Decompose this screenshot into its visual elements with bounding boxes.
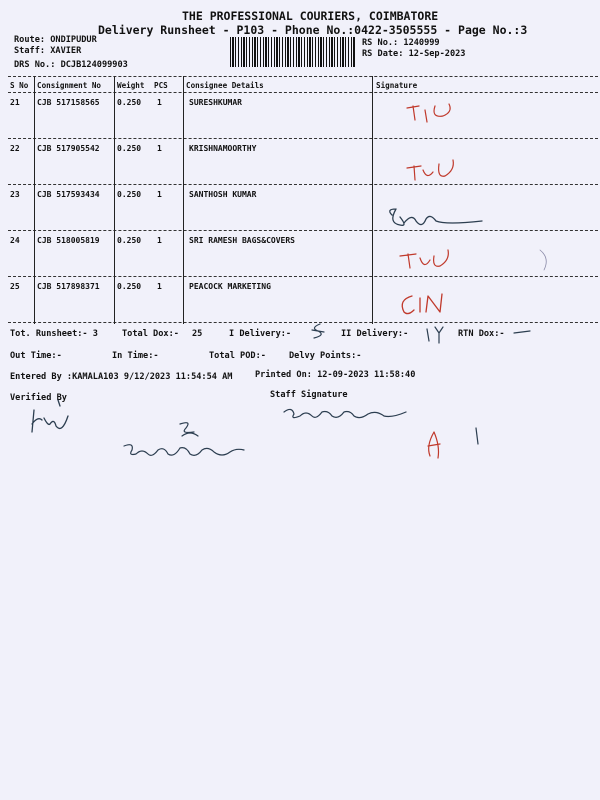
row-consignee: SURESHKUMAR xyxy=(189,98,242,107)
row-pcs: 1 xyxy=(157,98,162,107)
row-consignee: SANTHOSH KUMAR xyxy=(189,190,257,199)
barcode-image xyxy=(230,37,356,67)
row-consignment: CJB 517158565 xyxy=(37,98,100,107)
route-label: Route: ONDIPUDUR xyxy=(14,35,97,45)
margin-mark-1 xyxy=(472,426,482,446)
staff-signature-right xyxy=(280,404,410,424)
row-sno: 22 xyxy=(10,144,20,153)
i-delivery-handwritten xyxy=(308,322,328,340)
row-weight: 0.250 xyxy=(117,98,142,107)
col-header-weight: Weight xyxy=(117,81,145,90)
margin-mark-a xyxy=(424,430,448,460)
col-header-consignee: Consignee Details xyxy=(186,81,264,90)
row-weight: 0.250 xyxy=(117,144,142,153)
row-consignee: SRI RAMESH BAGS&COVERS xyxy=(189,236,295,245)
row-consignee: KRISHNAMOORTHY xyxy=(189,144,257,153)
row-consignee: PEACOCK MARKETING xyxy=(189,282,271,291)
row-consignment: CJB 518005819 xyxy=(37,236,100,245)
verified-by-label: Verified By xyxy=(10,393,67,403)
total-dox-label: Total Dox:- xyxy=(122,329,179,339)
total-dox-value: 25 xyxy=(192,329,203,339)
row-weight: 0.250 xyxy=(117,190,142,199)
col-header-signature: Signature xyxy=(376,81,418,90)
staff-initials xyxy=(176,420,206,440)
tot-runsheet: Tot. Runsheet:- 3 xyxy=(10,329,98,339)
i-delivery-label: I Delivery:- xyxy=(229,329,292,339)
rtn-dox-label: RTN Dox:- xyxy=(458,329,505,339)
delivery-table xyxy=(8,76,598,324)
signature-row-21 xyxy=(405,100,465,130)
row-sno: 25 xyxy=(10,282,20,291)
rtn-dox-dash xyxy=(512,329,532,335)
row-weight: 0.250 xyxy=(117,282,142,291)
staff-signature-label: Staff Signature xyxy=(270,390,348,400)
signature-row-22 xyxy=(405,156,465,186)
row-pcs: 1 xyxy=(157,144,162,153)
out-time-label: Out Time:- xyxy=(10,351,62,361)
col-header-pcs: PCS xyxy=(154,81,168,90)
signature-row-23 xyxy=(386,205,486,235)
row-sno: 23 xyxy=(10,190,20,199)
row-pcs: 1 xyxy=(157,236,162,245)
row-pcs: 1 xyxy=(157,190,162,199)
company-title: THE PROFESSIONAL COURIERS, COIMBATORE xyxy=(182,9,439,23)
verified-by-signature xyxy=(28,396,78,438)
row-sno: 21 xyxy=(10,98,20,107)
row-pcs: 1 xyxy=(157,282,162,291)
col-header-consignment: Consignment No xyxy=(37,81,102,90)
runsheet-subtitle: Delivery Runsheet - P103 - Phone No.:0422-3505555 - Page No.:3 xyxy=(98,23,528,37)
ii-delivery-handwritten xyxy=(425,325,445,343)
row-consignment: CJB 517898371 xyxy=(37,282,100,291)
printed-on: Printed On: 12-09-2023 11:58:40 xyxy=(255,370,416,380)
rs-number: RS No.: 1240999 xyxy=(362,38,440,48)
total-pod-label: Total POD:- xyxy=(209,351,266,361)
rs-date: RS Date: 12-Sep-2023 xyxy=(362,49,466,59)
row-weight: 0.250 xyxy=(117,236,142,245)
in-time-label: In Time:- xyxy=(112,351,159,361)
row-sno: 24 xyxy=(10,236,20,245)
signature-row-25 xyxy=(398,290,458,320)
entered-by: Entered By :KAMALA103 9/12/2023 11:54:54 AM xyxy=(10,372,233,382)
staff-signature-left xyxy=(120,438,250,464)
staff-label: Staff: XAVIER xyxy=(14,46,82,56)
drs-number: DRS No.: DCJB124099903 xyxy=(14,60,128,70)
row-consignment: CJB 517905542 xyxy=(37,144,100,153)
delvy-points-label: Delvy Points:- xyxy=(289,351,362,361)
signature-row-24 xyxy=(398,246,558,276)
col-header-sno: S No xyxy=(10,81,29,90)
row-consignment: CJB 517593434 xyxy=(37,190,100,199)
ii-delivery-label: II Delivery:- xyxy=(341,329,409,339)
